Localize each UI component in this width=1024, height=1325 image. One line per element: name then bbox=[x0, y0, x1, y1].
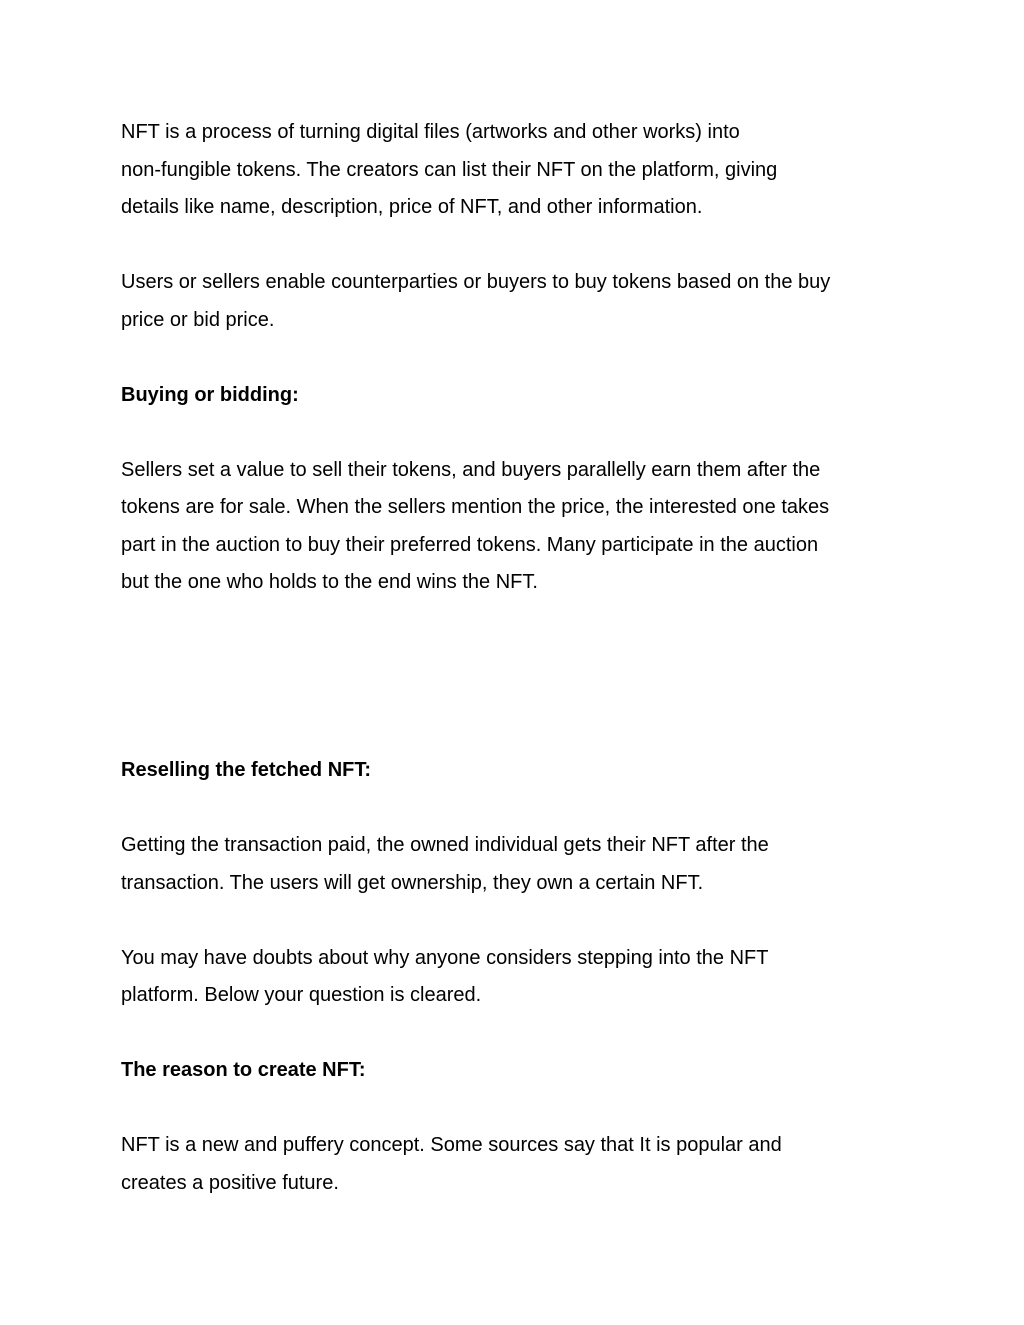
paragraph-line: non-fungible tokens. The creators can list their NFT on the platform, giving bbox=[121, 159, 778, 181]
section-heading: Reselling the fetched NFT: bbox=[121, 759, 372, 781]
section-heading: Buying or bidding: bbox=[121, 384, 299, 406]
paragraph-line: but the one who holds to the end wins the NFT. bbox=[121, 571, 538, 593]
paragraph-line: part in the auction to buy their preferred tokens. Many participate in the auction bbox=[121, 534, 819, 556]
paragraph-line: Getting the transaction paid, the owned individual gets their NFT after the bbox=[121, 834, 769, 856]
paragraph-line: NFT is a new and puffery concept. Some sources say that It is popular and bbox=[121, 1134, 782, 1156]
paragraph-line: details like name, description, price of NFT, and other information. bbox=[121, 196, 703, 218]
paragraph-line: You may have doubts about why anyone considers stepping into the NFT bbox=[121, 947, 769, 969]
paragraph-line: price or bid price. bbox=[121, 309, 275, 331]
paragraph-line: Users or sellers enable counterparties or buyers to buy tokens based on the buy bbox=[121, 271, 831, 293]
paragraph-line: platform. Below your question is cleared. bbox=[121, 984, 482, 1006]
paragraph-line: NFT is a process of turning digital files (artworks and other works) into bbox=[121, 121, 740, 143]
paragraph-line: tokens are for sale. When the sellers mention the price, the interested one takes bbox=[121, 496, 830, 518]
paragraph-line: transaction. The users will get ownership, they own a certain NFT. bbox=[121, 872, 704, 894]
paragraph-line: Sellers set a value to sell their tokens, and buyers parallelly earn them after the bbox=[121, 459, 821, 481]
paragraph-line: creates a positive future. bbox=[121, 1172, 339, 1194]
section-heading: The reason to create NFT: bbox=[121, 1059, 366, 1081]
